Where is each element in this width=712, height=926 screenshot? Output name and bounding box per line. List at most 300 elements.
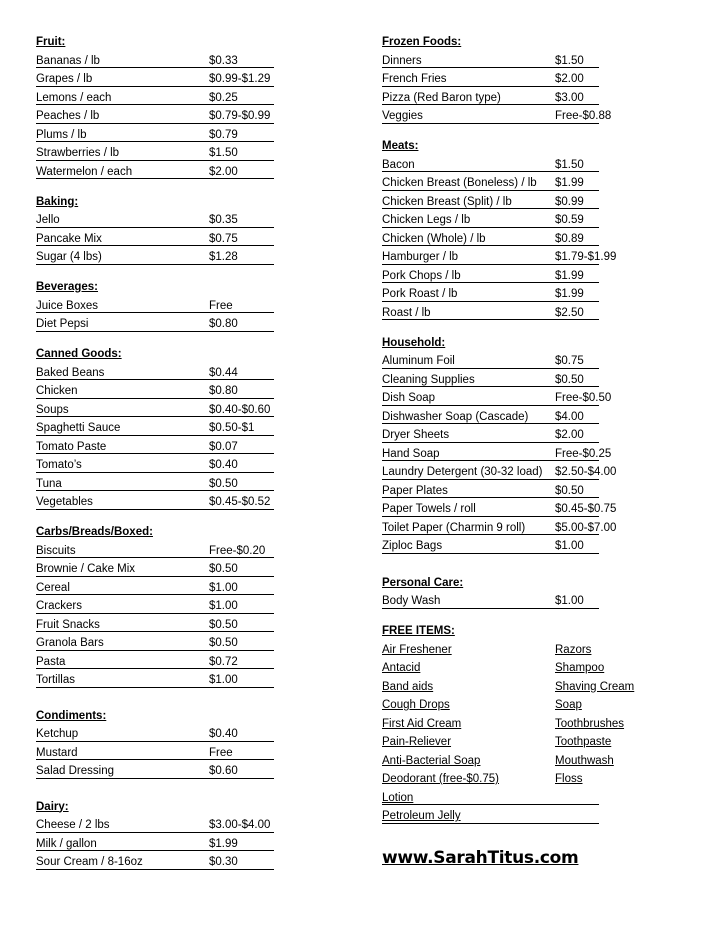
item-price: $0.07 [209, 440, 238, 453]
item-name: Mouthwash [555, 754, 614, 767]
item-name: Tuna [36, 477, 62, 490]
list-item [36, 762, 336, 781]
section-spacer [382, 322, 682, 334]
underline-rule [36, 245, 274, 246]
item-name: Pasta [36, 655, 66, 668]
item-price: $0.60 [209, 765, 238, 777]
item-name: Salad Dressing [36, 765, 114, 777]
item-name: Veggies [382, 110, 423, 122]
section-household [382, 334, 682, 556]
item-price: $0.59 [555, 214, 584, 226]
section-spacer [36, 781, 336, 798]
item-price: $0.80 [209, 385, 238, 397]
underline-rule [36, 141, 274, 142]
item-price: Free [209, 299, 233, 312]
section-personal-care [382, 574, 682, 611]
list-item [382, 715, 682, 734]
underline-rule [36, 331, 274, 332]
list-item [382, 70, 682, 89]
item-price: $0.50 [209, 637, 238, 649]
list-item [382, 107, 682, 126]
item-price: $2.50-$4.00 [555, 466, 617, 478]
item-name: Pancake Mix [36, 232, 102, 245]
section-beverages [36, 278, 336, 334]
item-price: Free-$0.25 [555, 447, 612, 460]
item-name: Razors [555, 643, 592, 656]
item-name: Pain-Reliever [382, 736, 452, 748]
list-item [382, 371, 682, 390]
section-heading: Household: [382, 336, 446, 349]
list-item [36, 315, 336, 334]
item-name: Bananas / lb [36, 54, 100, 67]
list-item [382, 352, 682, 371]
list-item [36, 52, 336, 71]
item-price: $0.80 [209, 318, 238, 330]
section-spacer [36, 512, 336, 524]
item-name: Dish Soap [382, 392, 436, 404]
item-price: $1.99 [555, 269, 584, 282]
underline-rule [36, 312, 274, 313]
list-item [36, 211, 336, 230]
item-name: Chicken Breast (Boneless) / lb [382, 177, 537, 189]
section-heading: Dairy: [36, 800, 69, 813]
item-name: Tortillas [36, 674, 75, 686]
underline-rule [36, 435, 274, 436]
item-price: Free-$0.50 [555, 392, 612, 404]
item-price: $0.40 [209, 459, 238, 471]
list-item [36, 725, 336, 744]
item-name: Sour Cream / 8-16oz [36, 856, 143, 868]
item-name: Cereal [36, 581, 70, 594]
item-price: $0.50 [209, 618, 238, 631]
section-carbs-breads-boxed [36, 523, 336, 690]
underline-rule [382, 497, 599, 498]
item-price: $0.33 [209, 54, 238, 67]
section-spacer [36, 334, 336, 346]
item-price: $3.00 [555, 91, 584, 104]
underline-rule [36, 631, 274, 632]
section-heading: Carbs/Breads/Boxed: [36, 526, 153, 538]
underline-rule [382, 123, 599, 124]
list-item [36, 816, 336, 835]
underline-rule [382, 67, 599, 68]
underline-rule [36, 453, 274, 454]
list-item [36, 419, 336, 438]
item-price: $1.50 [555, 158, 584, 171]
underline-rule [36, 869, 274, 870]
section-spacer [36, 181, 336, 193]
list-item [382, 285, 682, 304]
item-name: Chicken Breast (Split) / lb [382, 195, 512, 208]
item-name: Soups [36, 403, 69, 416]
list-item [382, 482, 682, 501]
item-name: Paper Plates [382, 484, 448, 497]
section-heading: Condiments: [36, 709, 107, 722]
underline-rule [36, 613, 274, 614]
list-item [36, 542, 336, 561]
underline-rule [36, 687, 274, 688]
item-price: $1.00 [555, 540, 584, 552]
list-item [382, 389, 682, 408]
list-item [382, 445, 682, 464]
item-price: $2.00 [209, 165, 238, 178]
item-price: $1.99 [555, 288, 584, 300]
item-price: $0.40-$0.60 [209, 403, 271, 416]
underline-rule [382, 301, 599, 302]
list-item [382, 193, 682, 212]
website-link[interactable]: www.SarahTitus.com [382, 848, 579, 868]
item-name: Ziploc Bags [382, 540, 443, 552]
underline-rule [382, 405, 599, 406]
item-price: $1.00 [555, 595, 584, 607]
list-item [36, 634, 336, 653]
item-price: $0.30 [209, 856, 238, 868]
section-heading: Personal Care: [382, 576, 464, 589]
item-price: Free [209, 746, 233, 759]
underline-rule [382, 282, 599, 283]
section-canned-goods [36, 345, 336, 512]
section-free-items [382, 622, 682, 826]
section-condiments [36, 707, 336, 781]
item-name: Toothpaste [555, 736, 612, 748]
item-name: Juice Boxes [36, 299, 99, 312]
item-name: Toilet Paper (Charmin 9 roll) [382, 521, 526, 534]
item-name: Hamburger / lb [382, 251, 459, 263]
list-item [36, 853, 336, 872]
list-item [36, 382, 336, 401]
underline-rule [36, 557, 274, 558]
item-price: $0.75 [555, 355, 584, 367]
underline-rule [382, 104, 599, 105]
list-item [36, 744, 336, 763]
list-item [36, 163, 336, 182]
item-name: Grapes / lb [36, 73, 93, 85]
underline-rule [382, 479, 599, 480]
underline-rule [36, 594, 274, 595]
list-item [36, 456, 336, 475]
section-baking [36, 193, 336, 267]
list-item [382, 408, 682, 427]
item-name: Bacon [382, 158, 415, 171]
item-name: Shampoo [555, 662, 605, 674]
list-item [382, 641, 682, 660]
item-name: Spaghetti Sauce [36, 422, 121, 434]
list-item [36, 653, 336, 672]
underline-rule [36, 576, 274, 577]
section-meats [382, 137, 682, 322]
item-price: $5.00-$7.00 [555, 521, 617, 534]
underline-rule [382, 319, 599, 320]
item-name: Air Freshener [382, 643, 452, 656]
underline-rule [382, 534, 599, 535]
underline-rule [36, 850, 274, 851]
section-heading: Frozen Foods: [382, 36, 462, 48]
item-name: Aluminum Foil [382, 355, 455, 367]
list-item [36, 297, 336, 316]
item-name: Deodorant (free-$0.75) [382, 773, 499, 785]
item-name: Brownie / Cake Mix [36, 563, 136, 575]
list-item [36, 230, 336, 249]
section-spacer [382, 126, 682, 138]
underline-rule [382, 423, 599, 424]
list-item [382, 211, 682, 230]
section-spacer [36, 690, 336, 707]
list-item [382, 156, 682, 175]
section-heading: Baking: [36, 195, 79, 208]
underline-rule [36, 67, 274, 68]
item-name: Dishwasher Soap (Cascade) [382, 410, 529, 423]
item-name: Hand Soap [382, 447, 440, 460]
underline-rule [382, 190, 599, 191]
item-price: $0.50 [555, 484, 584, 497]
item-name: Mustard [36, 746, 78, 759]
item-price: $0.50-$1 [209, 422, 255, 434]
item-name: Tomato’s [36, 459, 82, 471]
section-spacer [382, 556, 682, 574]
item-name: Shaving Cream [555, 680, 635, 693]
item-name: Fruit Snacks [36, 618, 100, 631]
item-name: Dryer Sheets [382, 429, 450, 441]
list-item [382, 770, 682, 789]
list-item [36, 475, 336, 494]
item-name: Antacid [382, 662, 421, 674]
list-item [36, 671, 336, 690]
item-name: Ketchup [36, 728, 79, 740]
list-item [36, 248, 336, 267]
list-item [382, 89, 682, 108]
item-name: Anti-Bacterial Soap [382, 754, 481, 767]
underline-rule [36, 832, 274, 833]
underline-rule [36, 398, 274, 399]
section-spacer [36, 267, 336, 279]
underline-rule [36, 668, 274, 669]
item-name: Laundry Detergent (30-32 load) [382, 466, 543, 478]
list-item [36, 616, 336, 635]
item-name: Dinners [382, 54, 422, 67]
item-name: Biscuits [36, 544, 76, 557]
underline-rule [36, 509, 274, 510]
underline-rule [382, 608, 599, 609]
item-name: Chicken Legs / lb [382, 214, 471, 226]
item-name: Pork Roast / lb [382, 288, 458, 300]
underline-rule [36, 490, 274, 491]
underline-rule [382, 208, 599, 209]
underline-rule [382, 823, 599, 824]
item-name: Cough Drops [382, 699, 450, 711]
item-name: Roast / lb [382, 306, 431, 319]
list-item [382, 537, 682, 556]
underline-rule [382, 171, 599, 172]
underline-rule [382, 386, 599, 387]
left-column [36, 33, 336, 872]
item-price: $0.72 [209, 655, 238, 668]
underline-rule [382, 227, 599, 228]
list-item [382, 304, 682, 323]
list-item [382, 52, 682, 71]
item-name: Lotion [382, 791, 414, 804]
item-price: $1.99 [209, 837, 238, 850]
list-item [382, 519, 682, 538]
section-spacer [382, 611, 682, 623]
list-item [382, 500, 682, 519]
section-heading: Beverages: [36, 281, 99, 293]
section-frozen-foods [382, 33, 682, 126]
list-item [36, 126, 336, 145]
list-item [36, 144, 336, 163]
item-name: Cheese / 2 lbs [36, 819, 110, 831]
item-price: $1.00 [209, 674, 238, 686]
item-price: $0.40 [209, 728, 238, 740]
item-name: Chicken [36, 385, 78, 397]
item-name: Diet Pepsi [36, 318, 89, 330]
item-name: Sugar (4 lbs) [36, 251, 102, 263]
list-item [382, 426, 682, 445]
item-price: $0.79 [209, 128, 238, 141]
item-price: $0.45-$0.75 [555, 503, 617, 515]
underline-rule [36, 264, 274, 265]
underline-rule [36, 160, 274, 161]
item-price: $0.50 [209, 563, 238, 575]
underline-rule [36, 472, 274, 473]
list-item [382, 592, 682, 611]
underline-rule [382, 264, 599, 265]
item-price: $1.28 [209, 251, 238, 263]
item-price: $1.50 [555, 54, 584, 67]
underline-rule [382, 86, 599, 87]
underline-rule [36, 227, 274, 228]
item-name: French Fries [382, 73, 447, 85]
item-price: $2.00 [555, 73, 584, 85]
item-name: Baked Beans [36, 366, 105, 379]
item-price: $0.99-$1.29 [209, 73, 271, 85]
underline-rule [382, 804, 599, 805]
item-price: $1.00 [209, 581, 238, 594]
item-name: Petroleum Jelly [382, 810, 461, 822]
underline-rule [36, 379, 274, 380]
list-item [36, 493, 336, 512]
item-price: $0.79-$0.99 [209, 110, 271, 122]
item-price: $1.00 [209, 600, 238, 612]
list-item [382, 696, 682, 715]
item-name: Peaches / lb [36, 110, 100, 122]
underline-rule [36, 778, 274, 779]
list-item [36, 364, 336, 383]
item-name: Cleaning Supplies [382, 373, 475, 386]
section-heading: Meats: [382, 140, 419, 152]
underline-rule [36, 86, 274, 87]
item-price: $0.50 [555, 373, 584, 386]
section-heading: FREE ITEMS: [382, 625, 455, 637]
list-item [382, 659, 682, 678]
section-dairy [36, 798, 336, 872]
item-price: $1.50 [209, 147, 238, 159]
item-price: $1.79-$1.99 [555, 251, 617, 263]
item-name: Strawberries / lb [36, 147, 120, 159]
item-name: Chicken (Whole) / lb [382, 232, 486, 245]
list-item [382, 678, 682, 697]
item-name: Pizza (Red Baron type) [382, 91, 501, 104]
item-price: $0.45-$0.52 [209, 496, 271, 508]
item-price: $0.75 [209, 232, 238, 245]
section-heading: Fruit: [36, 36, 66, 48]
underline-rule [382, 516, 599, 517]
item-name: Body Wash [382, 595, 441, 607]
item-price: $0.99 [555, 195, 584, 208]
list-item [382, 248, 682, 267]
underline-rule [382, 368, 599, 369]
list-item [382, 807, 682, 826]
underline-rule [36, 416, 274, 417]
right-column [382, 33, 682, 826]
list-item [382, 174, 682, 193]
item-name: Soap [555, 699, 582, 711]
underline-rule [382, 460, 599, 461]
item-name: Pork Chops / lb [382, 269, 461, 282]
list-item [382, 230, 682, 249]
item-name: Watermelon / each [36, 165, 133, 178]
list-item [36, 89, 336, 108]
list-item [382, 789, 682, 808]
item-name: First Aid Cream [382, 717, 462, 730]
item-price: $2.00 [555, 429, 584, 441]
underline-rule [36, 759, 274, 760]
item-name: Jello [36, 214, 60, 226]
item-price: $0.25 [209, 91, 238, 104]
item-price: $0.50 [209, 477, 238, 490]
underline-rule [36, 741, 274, 742]
list-item [36, 835, 336, 854]
list-item [382, 267, 682, 286]
item-price: $0.89 [555, 232, 584, 245]
list-item [36, 438, 336, 457]
underline-rule [36, 178, 274, 179]
item-name: Plums / lb [36, 128, 87, 141]
underline-rule [382, 442, 599, 443]
item-name: Tomato Paste [36, 440, 107, 453]
list-item [36, 597, 336, 616]
item-name: Milk / gallon [36, 837, 97, 850]
item-name: Band aids [382, 680, 434, 693]
underline-rule [36, 650, 274, 651]
list-item [36, 401, 336, 420]
underline-rule [36, 104, 274, 105]
item-price: $0.35 [209, 214, 238, 226]
section-fruit [36, 33, 336, 181]
list-item [36, 579, 336, 598]
item-name: Vegetables [36, 496, 93, 508]
item-price: Free-$0.88 [555, 110, 612, 122]
item-price: $2.50 [555, 306, 584, 319]
item-price: Free-$0.20 [209, 544, 266, 557]
item-name: Floss [555, 773, 583, 785]
item-name: Crackers [36, 600, 83, 612]
underline-rule [36, 123, 274, 124]
list-item [382, 463, 682, 482]
list-item [36, 70, 336, 89]
list-item [36, 107, 336, 126]
item-name: Toothbrushes [555, 717, 625, 730]
list-item [382, 733, 682, 752]
item-price: $1.99 [555, 177, 584, 189]
item-name: Paper Towels / roll [382, 503, 476, 515]
item-price: $3.00-$4.00 [209, 819, 271, 831]
item-price: $0.44 [209, 366, 238, 379]
list-item [36, 560, 336, 579]
list-item [382, 752, 682, 771]
item-name: Granola Bars [36, 637, 104, 649]
item-price: $4.00 [555, 410, 584, 423]
underline-rule [382, 553, 599, 554]
